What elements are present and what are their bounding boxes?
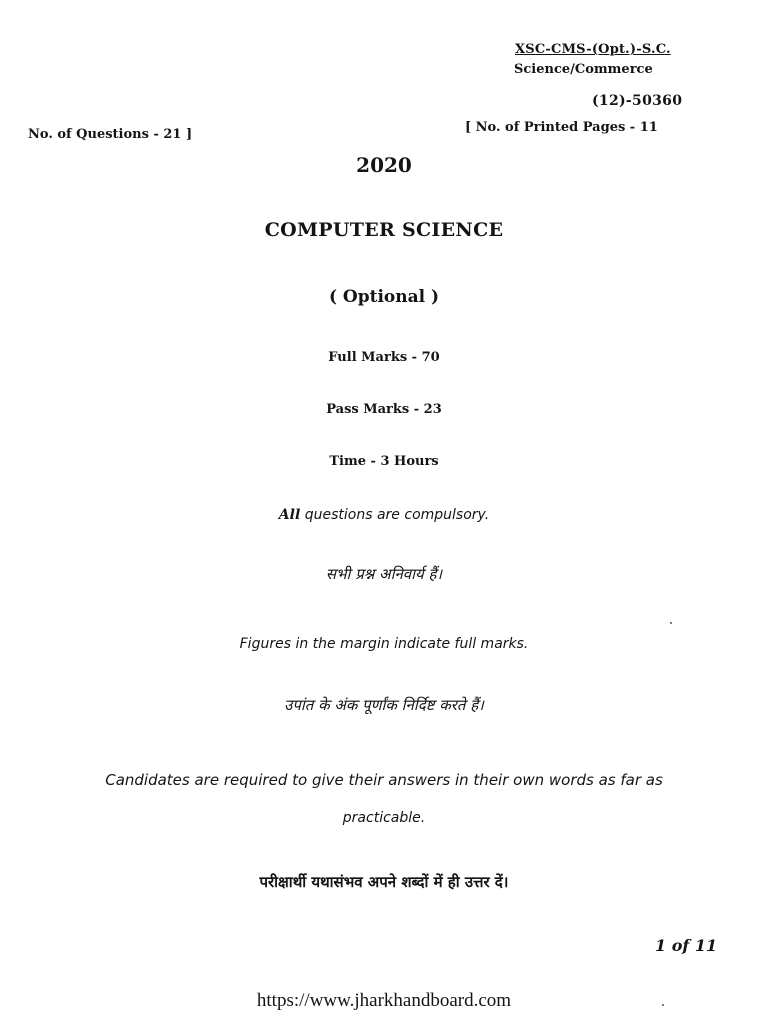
instruction-all-lead: All: [278, 507, 301, 523]
stream-label: Science/Commerce: [514, 62, 653, 77]
paper-number: (12)-50360: [592, 93, 683, 109]
instruction-all-compulsory-hindi: सभी प्रश्न अनिवार्य हैं।: [325, 565, 443, 583]
number-of-questions: No. of Questions - 21 ]: [28, 127, 193, 142]
optional-label: ( Optional ): [328, 287, 440, 307]
instruction-figures-margin: Figures in the margin indicate full marks.: [239, 636, 529, 652]
source-url: https://www.jharkhandboard.com: [256, 990, 512, 1011]
scan-speck: [670, 622, 672, 624]
scan-speck: [662, 1004, 664, 1006]
instruction-figures-margin-hindi: उपांत के अंक पूर्णांक निर्दिष्ट करते हैं।: [284, 696, 484, 714]
full-marks: Full Marks - 70: [328, 350, 440, 365]
instruction-own-words-continued: practicable.: [342, 810, 426, 826]
instruction-all-compulsory: [0, 507, 768, 523]
instruction-own-words-hindi: परीक्षार्थी यथासंभव अपने शब्दों में ही उत्तर दें।: [259, 873, 509, 891]
paper-code: XSC-CMS-(Opt.)-S.C.: [515, 42, 671, 57]
instruction-all-rest: questions are compulsory.: [300, 507, 490, 523]
page-number: 1 of 11: [655, 936, 718, 955]
exam-year: 2020: [356, 153, 412, 177]
pass-marks: Pass Marks - 23: [326, 402, 442, 417]
subject-title: COMPUTER SCIENCE: [264, 219, 504, 241]
number-of-printed-pages: [ No. of Printed Pages - 11: [465, 120, 658, 135]
instruction-own-words: Candidates are required to give their answers in their own words as far as: [105, 771, 663, 789]
time-allowed: Time - 3 Hours: [329, 454, 439, 469]
